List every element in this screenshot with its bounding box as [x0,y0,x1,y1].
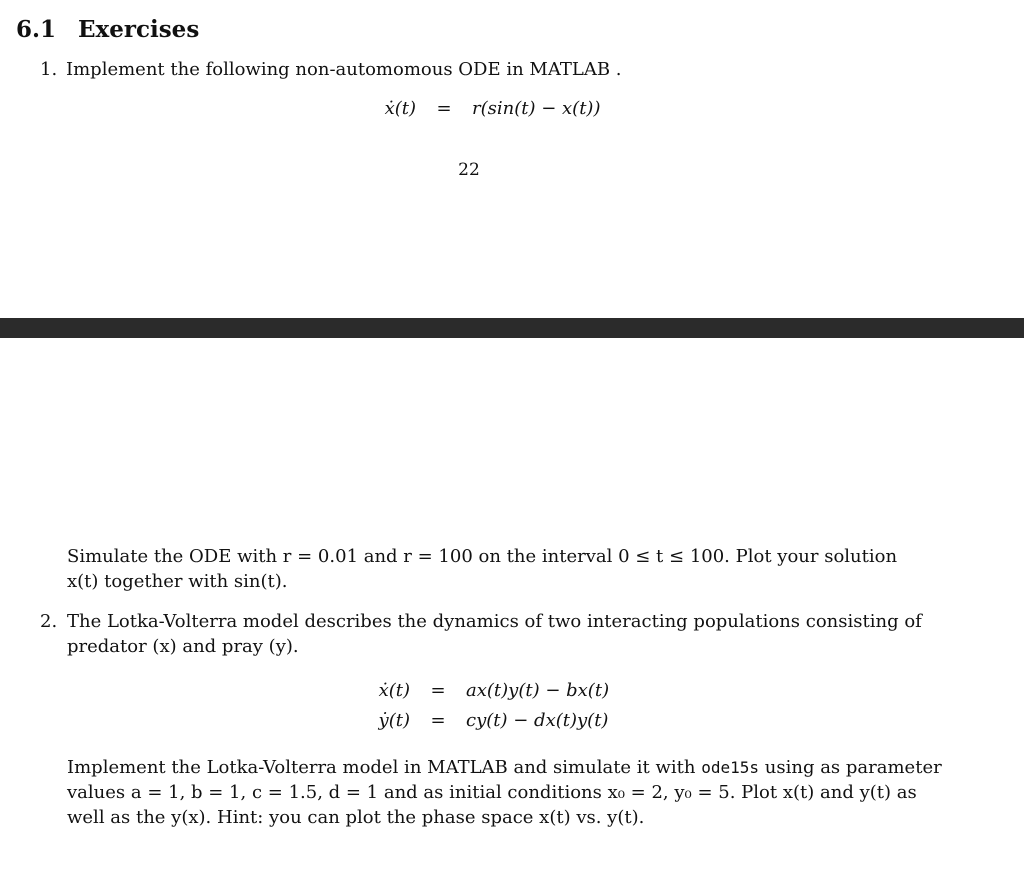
equation-rhs: r(sin(t) − x(t)) [472,98,601,119]
section-title: Exercises [78,16,200,43]
exercise-2-body-line-2: values a = 1, b = 1, c = 1.5, d = 1 and as initial conditions x₀ = 2, y₀ = 5. Plot x(t) and y(t) as [67,782,917,803]
exercise-2-intro-line-2: predator (x) and pray (y). [67,636,299,657]
equation-relation: = [436,98,452,119]
lotka-volterra-equation-1 [330,680,609,701]
exercise-1-equation [330,98,600,119]
section-number: 6.1 [16,16,57,43]
exercise-1-followup [67,544,927,594]
exercise-1-followup-line-1: Simulate the ODE with r = 0.01 and r = 100 on the interval 0 ≤ t ≤ 100. Plot your solution [67,546,898,567]
body-line-1-post: using as parameter [764,757,942,778]
equation-lhs: ẋ(t) [384,98,416,119]
exercise-1-intro-text: Implement the following non-automomous ODE in MATLAB . [66,59,622,80]
exercise-2-body-line-3: well as the y(x). Hint: you can plot the phase space x(t) vs. y(t). [67,807,645,828]
exercise-1-intro [40,59,622,80]
exercise-2-intro-line-1: The Lotka-Volterra model describes the dynamics of two interacting populations consisting of [67,611,922,632]
page-number: 22 [458,160,480,180]
equation-rhs: cy(t) − dx(t)y(t) [466,710,609,731]
page-divider [0,318,1024,338]
equation-relation: = [430,680,446,701]
exercise-2-body-line-1 [67,755,947,780]
exercise-2-body [67,755,947,830]
equation-relation: = [430,710,446,731]
equation-rhs: ax(t)y(t) − bx(t) [466,680,610,701]
equation-lhs: ẋ(t) [378,680,410,701]
equation-lhs: ẏ(t) [378,710,410,731]
ode15s-code: ode15s [701,758,760,777]
exercise-2-marker: 2. [40,611,58,632]
exercise-1-marker: 1. [40,59,58,80]
exercise-1-followup-line-2: x(t) together with sin(t). [67,571,288,592]
lotka-volterra-equation-2 [330,710,608,731]
exercise-2-intro [40,609,930,659]
section-heading [16,16,199,43]
body-line-1-pre: Implement the Lotka-Volterra model in MATLAB and simulate it with [67,757,696,778]
